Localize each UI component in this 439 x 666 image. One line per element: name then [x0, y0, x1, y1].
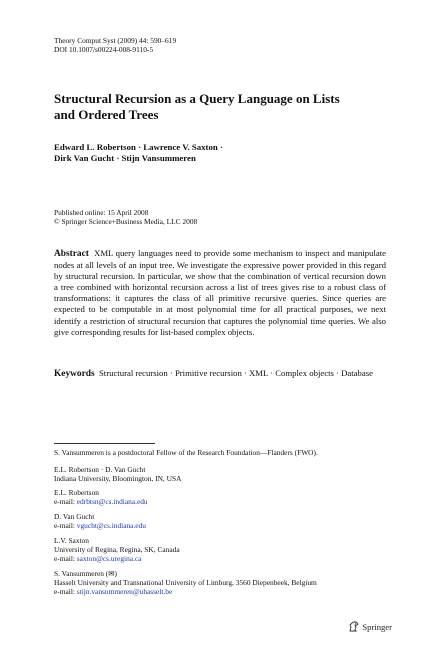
- authors-line-2: Dirk Van Gucht · Stijn Vansummeren: [54, 153, 196, 163]
- copyright: © Springer Science+Business Media, LLC 2008: [54, 217, 198, 227]
- contact-name: L.V. Saxton: [54, 536, 89, 545]
- contact-email-line: e-mail: vgucht@cs.indiana.edu: [54, 521, 146, 531]
- publication-info: [54, 208, 197, 226]
- contact-name: E.L. Robertson: [54, 488, 99, 497]
- authors-line-1: Edward L. Robertson · Lawrence V. Saxton ·: [54, 142, 223, 152]
- doi: DOI 10.1007/s00224-008-9110-5: [54, 45, 154, 55]
- contact-saxton: [54, 536, 394, 564]
- contact-institution: Hasselt University and Transnational University of Limburg, 3560 Diepenbeek, Belgium: [54, 578, 317, 588]
- contact-email-line: e-mail: stijn.vansummeren@uhasselt.be: [54, 587, 173, 597]
- contact-email-line: e-mail: saxton@cs.uregina.ca: [54, 554, 142, 564]
- contact-vangucht: [54, 512, 394, 530]
- abstract-label: Abstract: [54, 249, 89, 259]
- contact-robertson: [54, 488, 394, 506]
- contact-vansummeren: [54, 569, 394, 597]
- keywords-text: Structural recursion · Primitive recursion · XML · Complex objects · Database: [98, 368, 373, 378]
- contact-email-line: e-mail: edrbtsn@cs.indiana.edu: [54, 497, 148, 507]
- abstract: [54, 248, 386, 338]
- footnote-rule: [54, 443, 155, 444]
- publisher-name: Springer: [362, 621, 392, 632]
- published-date: Published online: 15 April 2008: [54, 208, 149, 217]
- springer-logo: [348, 621, 392, 632]
- contact-name: D. Van Gucht: [54, 512, 95, 521]
- email-link[interactable]: edrbtsn@cs.indiana.edu: [76, 497, 148, 507]
- journal-header: [54, 36, 176, 54]
- email-link[interactable]: vgucht@cs.indiana.edu: [76, 521, 146, 531]
- affil-names: E.L. Robertson · D. Van Gucht: [54, 465, 146, 474]
- abstract-text: XML query languages need to provide some mechanism to inspect and manipulate nodes at all levels of an input tree. We investigate the expressive power provided in this regard by structural recursion. In particular, we show that the combination of vertical recursion down a tree combined with horizontal recursion across a list of trees gives rise to a robust class of transformations: it captures the class of all primitive recursive queries. Since queries are expected to be computable in at most polynomial time for all practical purposes, we next identify a restriction of structural recursion that captures the polynomial time queries. We also give corresponding results for list-based complex objects.: [54, 248, 386, 337]
- footnote-fellow: [54, 448, 394, 457]
- email-link[interactable]: saxton@cs.uregina.ca: [76, 554, 142, 564]
- fellow-note: S. Vansummeren is a postdoctoral Fellow of the Research Foundation—Flanders (FWO).: [54, 448, 318, 457]
- paper-title: [54, 91, 394, 122]
- author-list: [54, 142, 354, 164]
- email-link[interactable]: stijn.vansummeren@uhasselt.be: [76, 587, 173, 597]
- affil-institution: Indiana University, Bloomington, IN, USA: [54, 474, 182, 484]
- springer-horse-icon: [348, 621, 360, 632]
- title-line-2: and Ordered Trees: [54, 106, 159, 122]
- journal-citation: Theory Comput Syst (2009) 44: 590–619: [54, 36, 177, 45]
- affiliation-indiana: [54, 465, 394, 483]
- keywords: [54, 368, 386, 380]
- contact-name: S. Vansummeren (✉): [54, 569, 117, 578]
- contact-institution: University of Regina, Regina, SK, Canada: [54, 545, 180, 555]
- keywords-label: Keywords: [54, 369, 95, 379]
- title-line-1: Structural Recursion as a Query Language on Lists: [54, 91, 340, 106]
